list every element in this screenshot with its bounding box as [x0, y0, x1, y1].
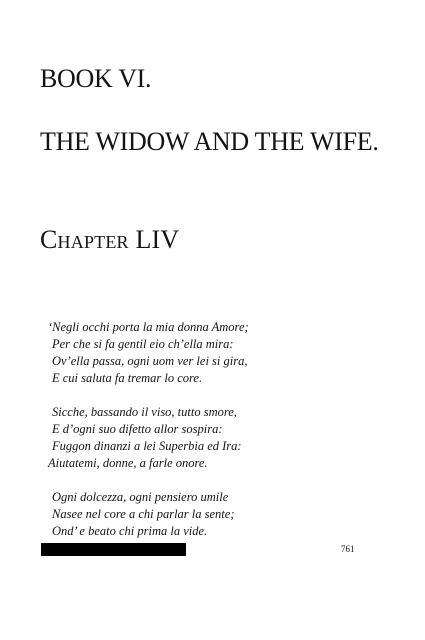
verse-line: E cui saluta fa tremar lo core.	[52, 371, 203, 385]
verse-line: Aiutatemi, donne, a farle onore.	[48, 456, 208, 470]
poem-stanza-2	[48, 404, 249, 472]
verse-line: Sicche, bassando il viso, tutto smore,	[52, 405, 237, 419]
poem-stanza-3	[52, 489, 249, 540]
poem-block	[48, 319, 249, 540]
book-title: BOOK VI.	[40, 64, 152, 93]
part-title: THE WIDOW AND THE WIFE.	[40, 127, 379, 156]
verse-line: Nasee nel core a chi parlar la sente;	[52, 507, 235, 521]
verse-line: Per che si fa gentil eio ch’ella mira:	[52, 337, 234, 351]
poem-stanza-1	[48, 319, 249, 387]
verse-line: Fuggon dinanzi a lei Superbia ed Ira:	[52, 439, 242, 453]
footer-black-bar	[41, 543, 186, 556]
verse-line: ‘Negli occhi porta la mia donna Amore;	[48, 320, 249, 334]
verse-line: Ogni dolcezza, ogni pensiero umile	[52, 490, 229, 504]
page-number: 761	[341, 544, 355, 554]
verse-line: E d’ogni suo difetto allor sospira:	[52, 422, 223, 436]
chapter-title: Chapter LIV	[40, 225, 180, 254]
verse-line: Ond’ e beato chi prima la vide.	[52, 524, 208, 538]
verse-line: Ov’ella passa, ogni uom ver lei si gira,	[52, 354, 248, 368]
